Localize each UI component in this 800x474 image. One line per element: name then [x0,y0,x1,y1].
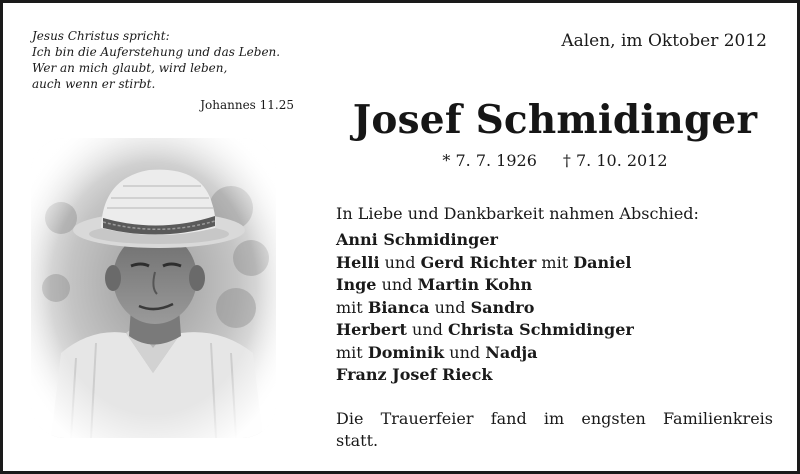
mourner-name: Christa Schmidinger [447,320,634,339]
life-dates [341,151,769,171]
quote-line: Jesus Christus spricht: [32,29,170,43]
mourner-row [336,364,634,387]
mourner-connector: mit [536,252,574,272]
mourner-name: Bianca [367,297,430,317]
quote-line: auch wenn er stirbt. [32,77,156,91]
farewell-intro: In Liebe und Dankbarkeit nahmen Abschied: [336,204,699,223]
mourner-connector: mit [336,342,368,362]
mourner-name: Helli [336,252,380,272]
mourner-name: Franz Josef Rieck [336,365,493,384]
deceased-name: Josef Schmidinger [352,97,758,143]
mourner-name: Gerd Richter [420,252,537,272]
mourner-row [336,252,634,275]
funeral-note-line: statt. [336,431,379,450]
mourner-name: Daniel [573,252,632,272]
mourner-connector: und [444,342,486,362]
mourner-name: Sandro [470,297,535,317]
mourner-connector: und [429,297,471,317]
bible-quote [32,28,294,92]
quote-line: Wer an mich glaubt, wird leben, [32,61,228,75]
mourner-connector: mit [336,297,368,317]
funeral-note [336,408,773,452]
birth-date: * 7. 7. 1926 [442,151,537,170]
mourner-name: Dominik [367,342,445,362]
mourner-connector: und [406,320,448,339]
mourner-name: Martin Kohn [417,275,533,294]
mourner-row [336,297,634,320]
death-date: † 7. 10. 2012 [562,151,668,170]
mourner-name: Anni Schmidinger [336,230,498,249]
quote-reference: Johannes 11.25 [200,98,294,112]
place-and-date: Aalen, im Oktober 2012 [561,31,767,51]
funeral-note-line: Die Trauerfeier fand im engsten Familienkreis [336,409,773,428]
mourner-row [336,319,634,342]
portrait-photo-illustration [31,138,276,438]
mourner-name: Herbert [336,320,407,339]
quote-line: Ich bin die Auferstehung und das Leben. [32,45,281,59]
mourner-connector: und [376,275,418,294]
mourner-name: Inge [336,275,377,294]
mourners-list [336,229,634,387]
mourner-row [336,229,634,252]
mourner-name: Nadja [485,342,538,362]
mourner-row [336,274,634,297]
mourner-connector: und [379,252,421,272]
portrait-photo [31,138,276,438]
mourner-row [336,342,634,365]
